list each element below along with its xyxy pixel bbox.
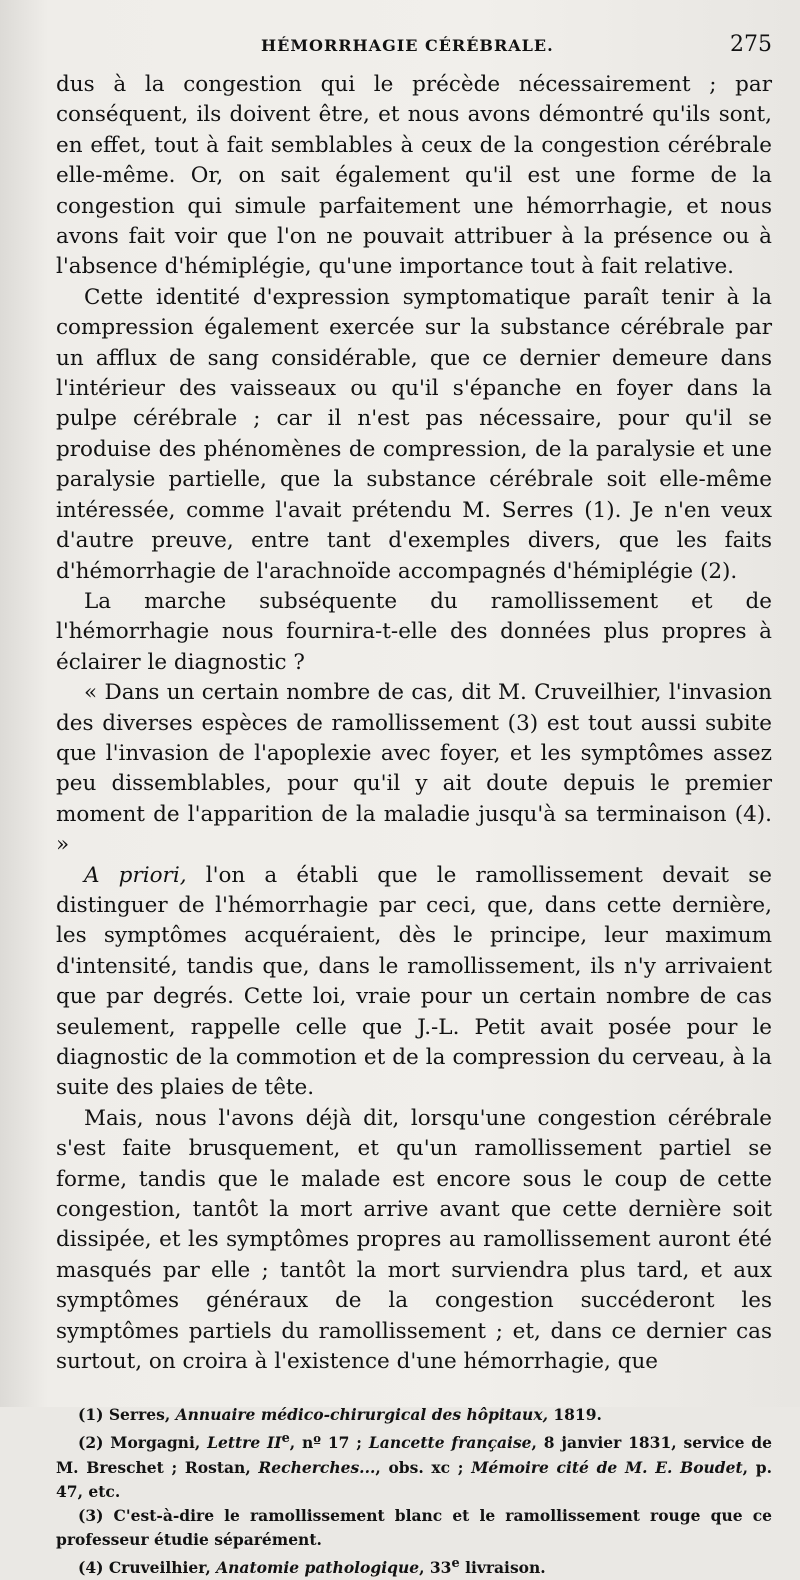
page-header — [56, 30, 772, 70]
footnote-text: livraison. — [459, 1557, 546, 1577]
page-number: 275 — [730, 32, 772, 57]
footnote-text: (4) Cruveilhier, — [78, 1557, 217, 1577]
paragraph: « Dans un certain nombre de cas, dit M. Cruveilhier, l'invasion des diverses espèces de ramollissement (3) est tout aussi subite que l'invasion de l'apoplexie avec foyer, et les symptômes assez peu dissemblables, pour qu'il y ait doute depuis le premier moment de l'apparition de la maladie jusqu'à sa terminaison (4). » — [56, 680, 772, 858]
a-priori-italic: A priori, — [84, 862, 187, 888]
footnotes — [56, 1403, 772, 1579]
paragraph: dus à la congestion qui le précède nécessairement ; par conséquent, ils doivent être, et nous avons démontré qu'ils sont, en effet, tout à fait semblables à ceux de la congestion cérébrale elle-même. Or, on sait également qu'il est une forme de la congestion qui simule parfaitement une hémorrhagie, et nous avons fait voir que l'on ne pouvait attribuer à la présence ou à l'absence d'hémiplégie, qu'une importance tout à fait relative. — [56, 72, 772, 280]
footnote-text: (1) Serres, — [78, 1405, 176, 1425]
footnote-2 — [56, 1427, 772, 1503]
footnote-1 — [56, 1403, 772, 1427]
footnote-text: , 33 — [419, 1557, 452, 1577]
running-title: HÉMORRHAGIE CÉRÉBRALE. — [261, 36, 554, 55]
footnote-sup: e — [451, 1555, 460, 1571]
footnote-text: 1819. — [547, 1405, 602, 1425]
footnote-3: (3) C'est-à-dire le ramollissement blanc et le ramollissement rouge que ce professeur étudie séparément. — [56, 1505, 772, 1549]
footnote-sup: e — [281, 1431, 290, 1447]
footnote-text: , nº 17 ; — [289, 1433, 369, 1453]
paragraph — [56, 861, 772, 1104]
footnote-text: , obs. xc ; — [375, 1457, 472, 1477]
paragraph: Cette identité d'expression symptomatique paraît tenir à la compression également exercée sur la substance cérébrale par un afflux de sang considérable, que ce dernier demeure dans l'intérieur des vaisseaux ou qu'il s'épanche en foyer dans la pulpe cérébrale ; car il n'est pas nécessaire, pour qu'il se produise des phénomènes de compression, de la paralysie et une paralysie partielle, que la substance cérébrale soit elle-même intéressée, comme l'avait prétendu M. Serres (1). Je n'en veux d'autre preuve, entre tant d'exemples divers, que les faits d'hémorrhagie de l'arachnoïde accompagnés d'hémiplégie (2). — [56, 284, 772, 584]
footnote-4 — [56, 1552, 772, 1580]
footnote-italic: Annuaire médico-chirurgical des hôpitaux, — [175, 1405, 548, 1425]
footnote-text: , 8 janvier 1831, service de M. Breschet ; Rostan, — [56, 1433, 772, 1477]
paragraph: La marche subséquente du ramollissement et de l'hémorrhagie nous fournira-t-elle des données plus propres à éclairer le diagnostic ? — [56, 588, 772, 675]
footnote-italic: Recherches... — [258, 1457, 376, 1477]
paragraph-text: l'on a établi que le ramollissement devait se distinguer de l'hémorrhagie par ceci, que, dans cette dernière, les symptômes acquéraient, dès le principe, leur maximum d'intensité, tandis que, dans le ramollissement, ils n'y arrivaient que par degrés. Cette loi, vraie pour un certain nombre de cas seulement, rappelle celle que J.-L. Petit avait posée pour le diagnostic de la commotion et de la compression du cerveau, à la suite des plaies de tête. — [56, 862, 772, 1101]
paragraph: Mais, nous l'avons déjà dit, lorsqu'une congestion cérébrale s'est faite brusquement, et qu'un ramollissement partiel se forme, tandis que le malade est encore sous le coup de cette congestion, tantôt la mort arrive avant que cette dernière soit dissipée, et les symptômes propres au ramollissement auront été masqués par elle ; tantôt la mort surviendra plus tard, et aux symptômes généraux de la congestion succéderont les symptômes partiels du ramollissement ; et, dans ce dernier cas surtout, on croira à l'existence d'une hémorrhagie, que — [56, 1105, 772, 1375]
body-text — [56, 70, 772, 1377]
footnote-italic: Lancette française — [368, 1433, 532, 1453]
footnote-italic: Mémoire cité de M. E. Boudet — [471, 1457, 743, 1477]
footnote-text: (2) Morgagni, — [78, 1433, 208, 1453]
footnote-text: , p. 47, etc. — [56, 1457, 772, 1501]
footnote-italic: Anatomie pathologique — [216, 1557, 420, 1577]
footnote-italic: Lettre II — [207, 1433, 282, 1453]
